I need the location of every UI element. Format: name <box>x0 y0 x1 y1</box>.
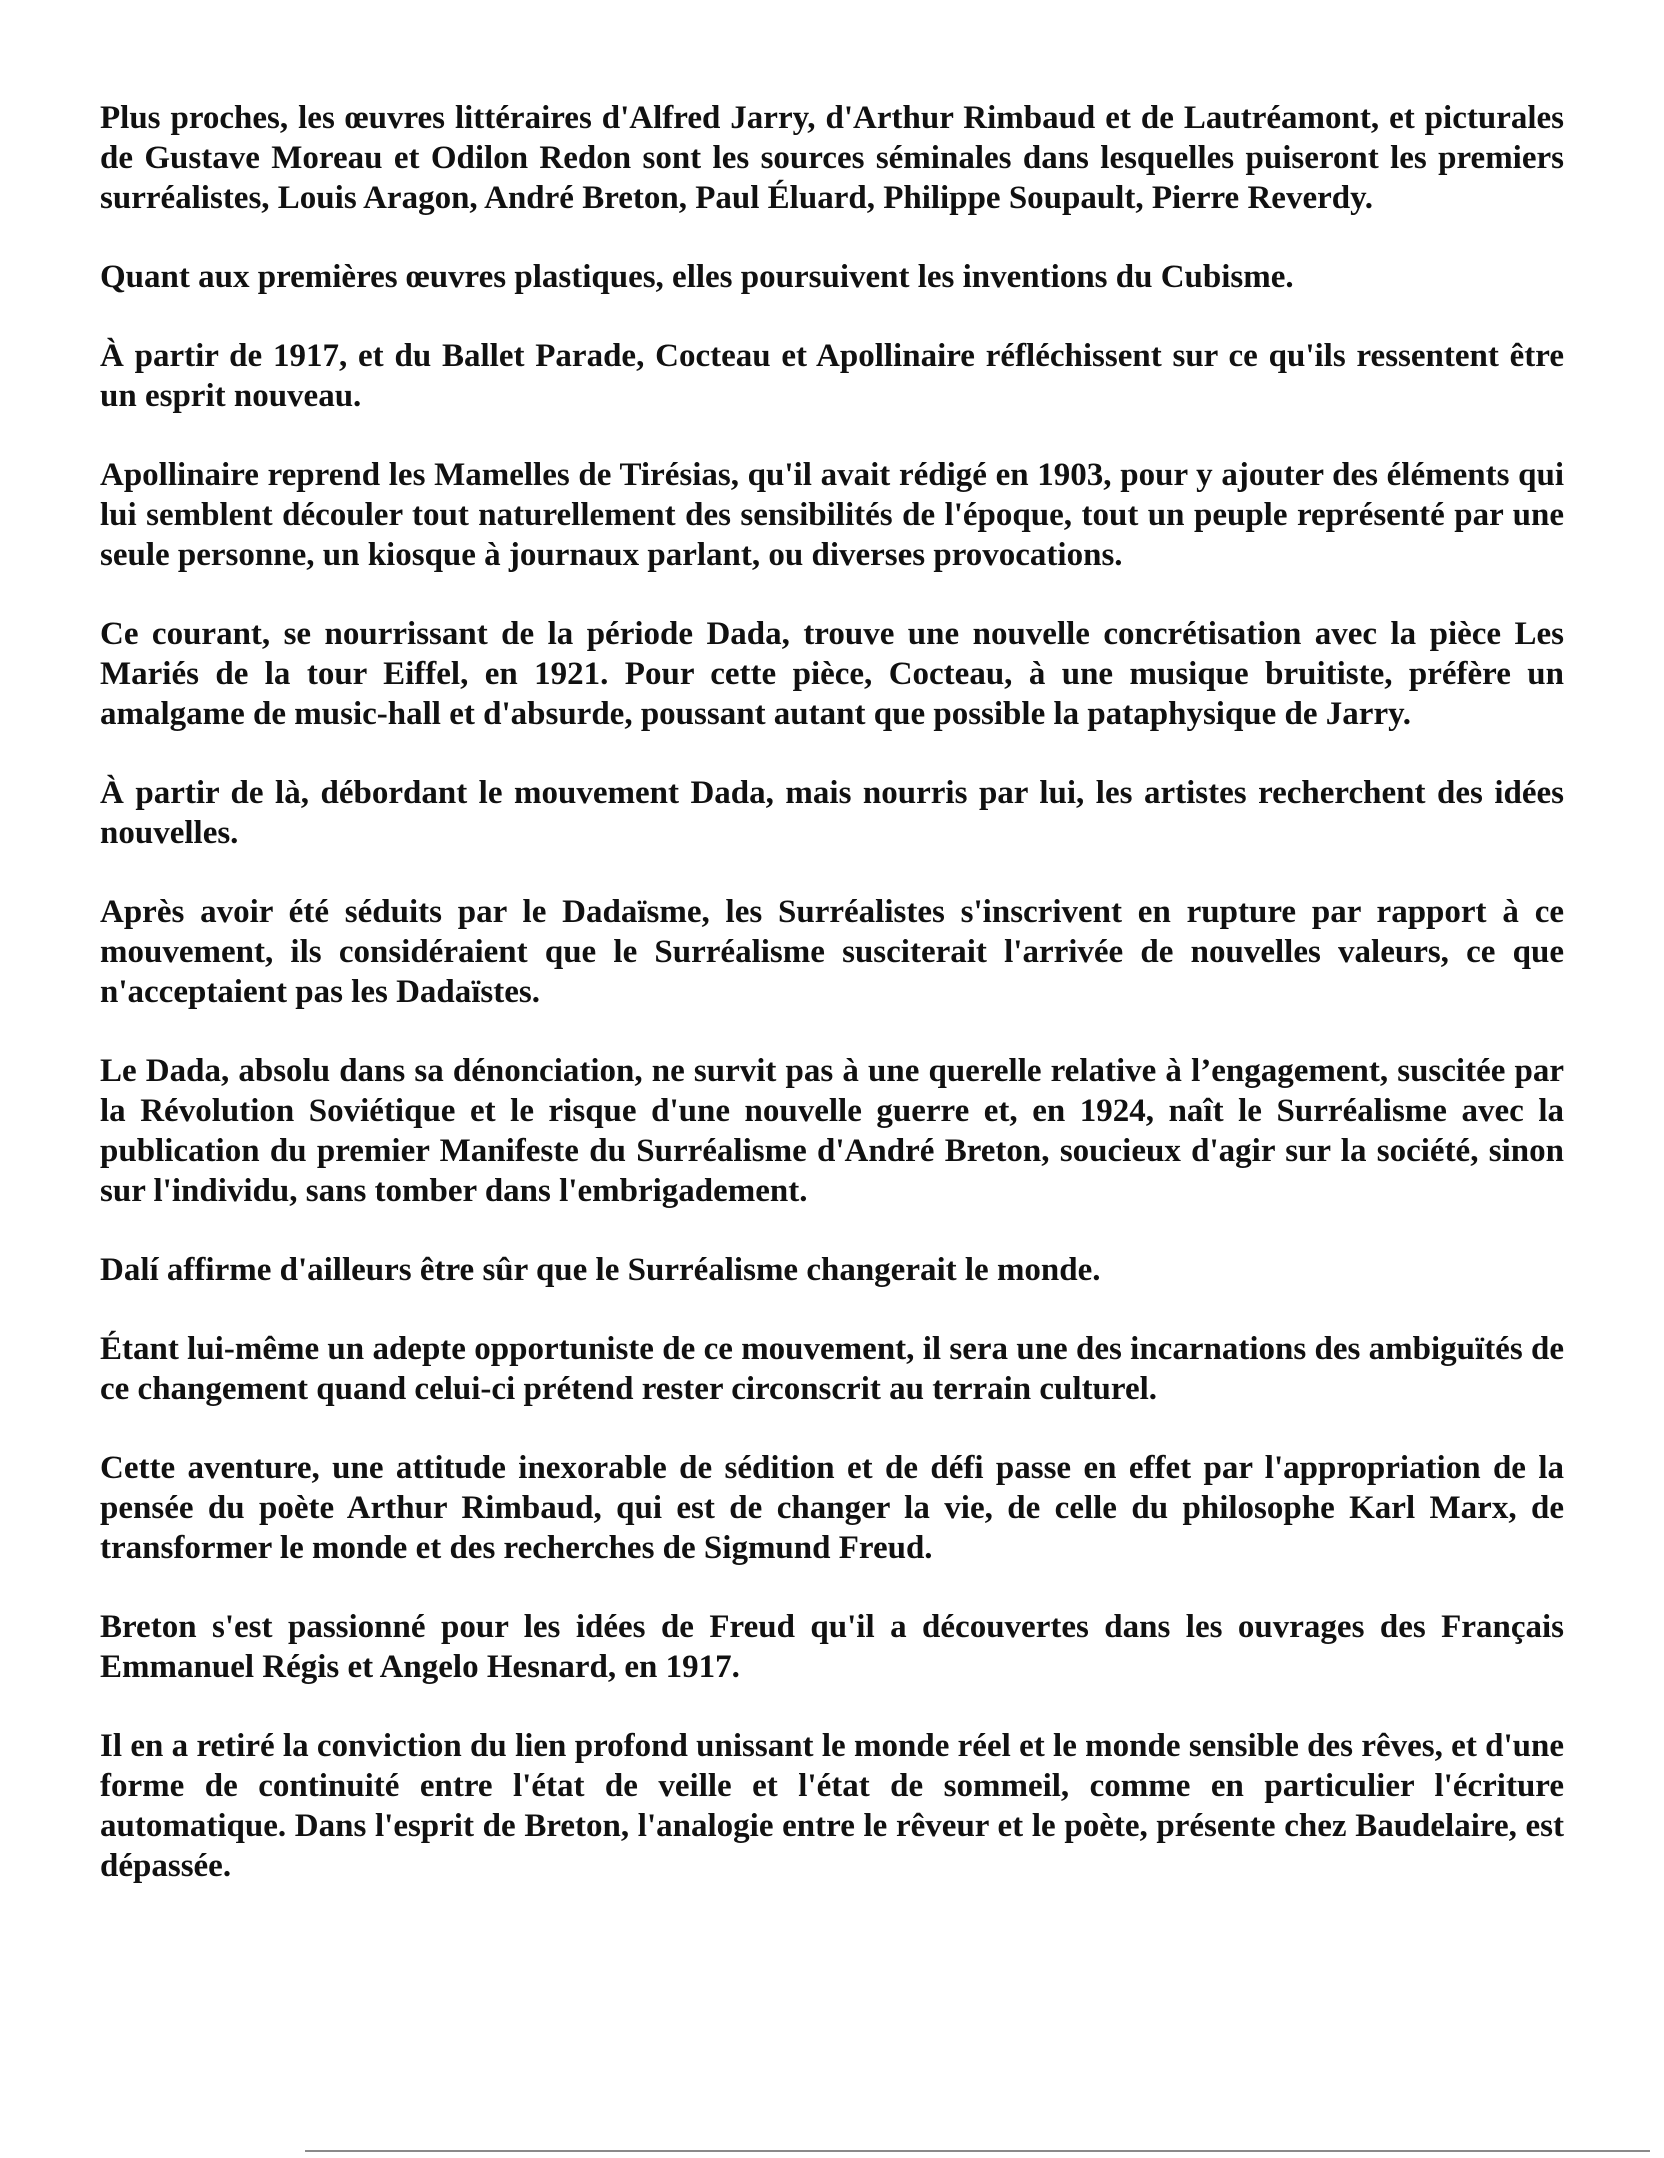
paragraph-cubisme: Quant aux premières œuvres plastiques, elles poursuivent les inventions du Cubisme. <box>100 259 1294 295</box>
paragraph-rupture-dada: Après avoir été séduits par le Dadaïsme, les Surréalistes s'inscrivent en rupture par rapport à ce mouvement, ils considéraient que le Surréalisme susciterait l'arrivée de nouvelles valeurs, ce que n'acceptaient pas les Dadaïstes. <box>100 894 1564 1010</box>
paragraph-maries-tour-eiffel: Ce courant, se nourrissant de la période Dada, trouve une nouvelle concrétisation avec la pièce Les Mariés de la tour Eiffel, en 1921. Pour cette pièce, Cocteau, à une musique bruitiste, préfère un amalgame de music-hall et d'absurde, poussant autant que possible la pataphysique de Jarry. <box>100 616 1564 732</box>
bottom-scan-rule <box>305 2150 1650 2152</box>
body-text <box>100 98 1564 1886</box>
paragraph-ambiguites: Étant lui-même un adepte opportuniste de ce mouvement, il sera une des incarnations des ambiguïtés de ce changement quand celui-ci prétend rester circonscrit au terrain culturel. <box>100 1331 1564 1407</box>
paragraph-reves: Il en a retiré la conviction du lien profond unissant le monde réel et le monde sensible des rêves, et d'une forme de continuité entre l'état de veille et l'état de sommeil, comme en particulier l'écriture automatique. Dans l'esprit de Breton, l'analogie entre le rêveur et le poète, présente chez Baudelaire, est dépassée. <box>100 1728 1564 1884</box>
paragraph-sources: Plus proches, les œuvres littéraires d'Alfred Jarry, d'Arthur Rimbaud et de Lautréamont, et picturales de Gustave Moreau et Odilon Redon sont les sources séminales dans lesquelles puiseront les premiers surréalistes, Louis Aragon, André Breton, Paul Éluard, Philippe Soupault, Pierre Reverdy. <box>100 100 1564 216</box>
paragraph-aventure: Cette aventure, une attitude inexorable de sédition et de défi passe en effet par l'appropriation de la pensée du poète Arthur Rimbaud, qui est de changer la vie, de celle du philosophe Karl Marx, de transformer le monde et des recherches de Sigmund Freud. <box>100 1450 1564 1566</box>
paragraph-manifeste: Le Dada, absolu dans sa dénonciation, ne survit pas à une querelle relative à l’engagement, suscitée par la Révolution Soviétique et le risque d'une nouvelle guerre et, en 1924, naît le Surréalisme avec la publication du premier Manifeste du Surréalisme d'André Breton, soucieux d'agir sur la société, sinon sur l'individu, sans tomber dans l'embrigadement. <box>100 1053 1564 1209</box>
paragraph-idees-nouvelles: À partir de là, débordant le mouvement Dada, mais nourris par lui, les artistes recherchent des idées nouvelles. <box>100 775 1564 851</box>
paragraph-mamelles: Apollinaire reprend les Mamelles de Tirésias, qu'il avait rédigé en 1903, pour y ajouter des éléments qui lui semblent découler tout naturellement des sensibilités de l'époque, tout un peuple représenté par une seule personne, un kiosque à journaux parlant, ou diverses provocations. <box>100 457 1564 573</box>
paragraph-freud: Breton s'est passionné pour les idées de Freud qu'il a découvertes dans les ouvrages des Français Emmanuel Régis et Angelo Hesnard, en 1917. <box>100 1609 1564 1685</box>
paragraph-dali: Dalí affirme d'ailleurs être sûr que le Surréalisme changerait le monde. <box>100 1252 1101 1288</box>
paragraph-esprit-nouveau: À partir de 1917, et du Ballet Parade, Cocteau et Apollinaire réfléchissent sur ce qu'ils ressentent être un esprit nouveau. <box>100 338 1564 414</box>
